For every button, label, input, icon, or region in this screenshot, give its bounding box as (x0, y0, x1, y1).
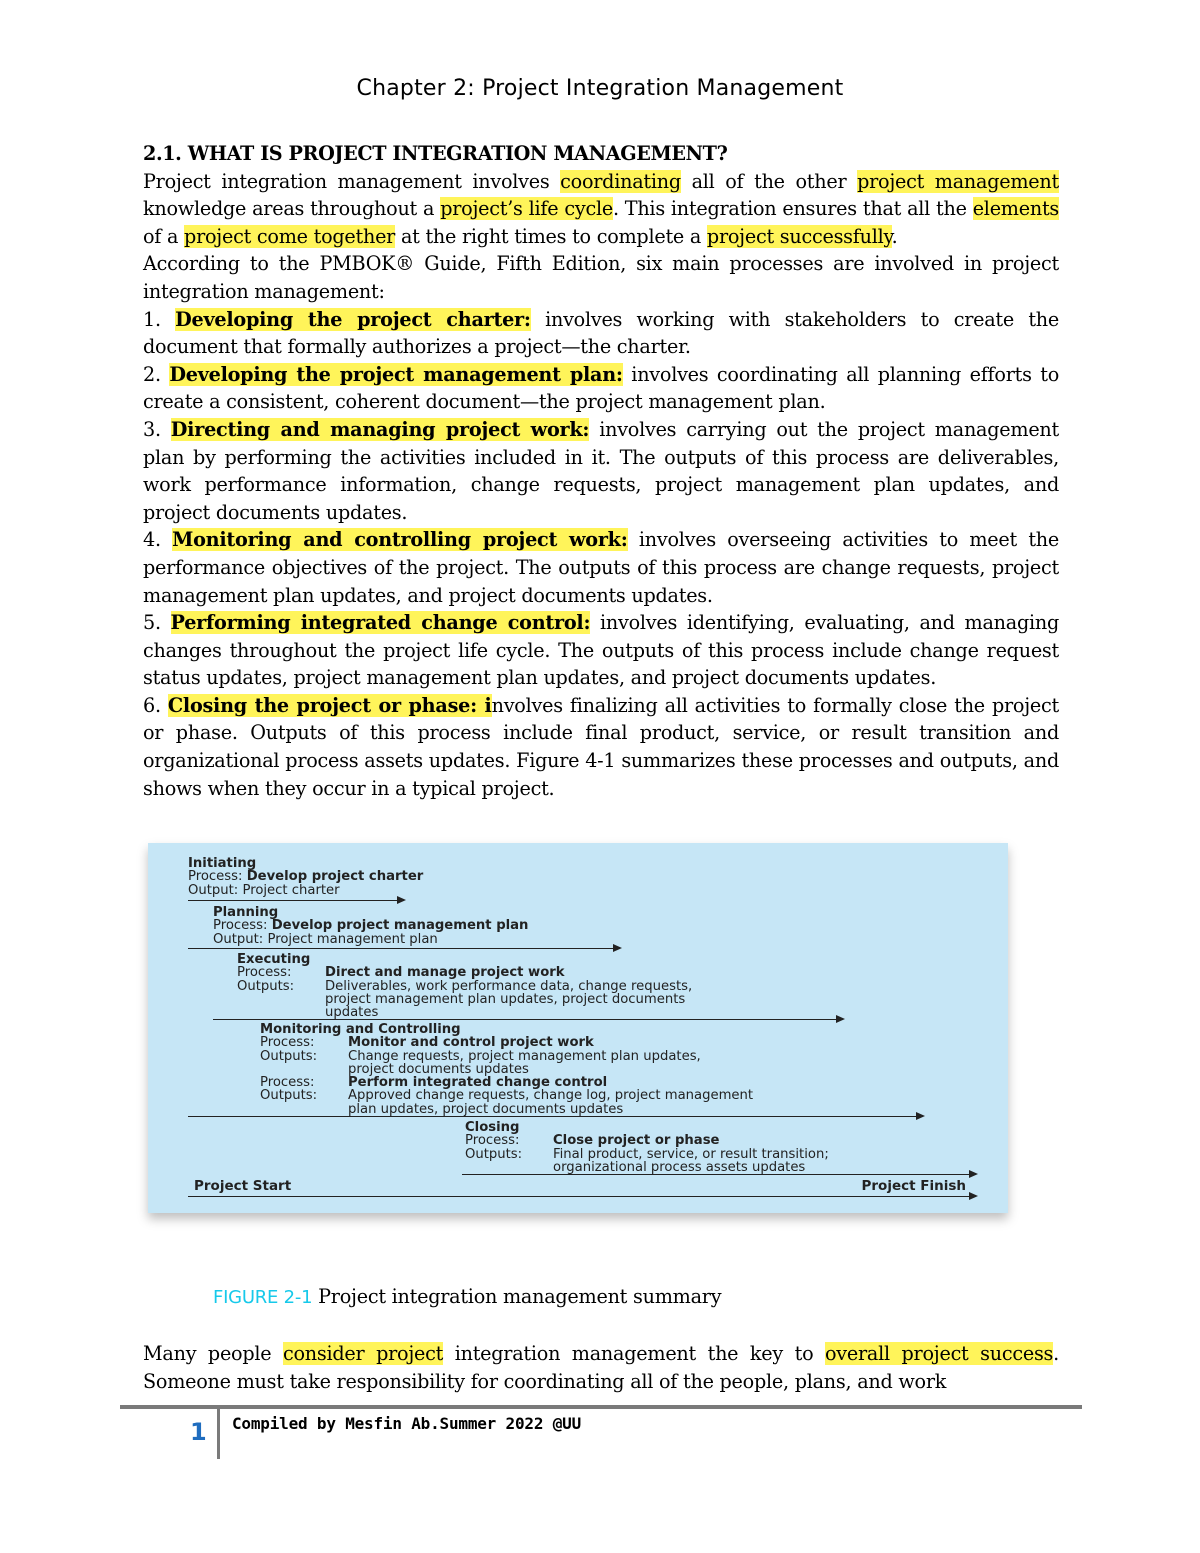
highlight: consider project (283, 1342, 444, 1365)
output-label: Output: (213, 931, 264, 947)
highlight: project management (857, 169, 1059, 193)
process-description: involves identifying, evaluating, and managing changes throughout the project life cycle. The outputs of this process include change request status updates, project management plan updates, and project documents updates. (143, 611, 1060, 690)
caption-number: FIGURE 2-1 (213, 1287, 313, 1308)
closing-outputs (465, 1148, 829, 1161)
process-name: Developing the project charter: (175, 307, 531, 331)
planning-title: Planning (213, 905, 279, 920)
closing-title: Closing (465, 1120, 520, 1135)
initiating-arrow (188, 900, 404, 901)
process-number: 3. (143, 417, 171, 441)
process-name: Developing the project management plan: (169, 362, 623, 386)
process-label: Process: (188, 869, 243, 885)
process-description: nvolves finalizing all activities to formally close the project or phase. Outputs of this process include final product, service, or result transition and organizational process assets updates. Figure 4-1 summarizes these processes and outputs, and shows when they occur in a typical project. (143, 693, 1059, 800)
process-value: Develop project management plan (271, 918, 529, 934)
monitoring-block (260, 1023, 753, 1116)
process-name: Performing integrated change control: (170, 611, 591, 635)
process-name: Directing and managing project work: (170, 417, 590, 441)
closing-arrow (462, 1174, 976, 1175)
highlight: elements (972, 197, 1060, 221)
text-run: Project integration management involves (143, 169, 561, 193)
process-value: Close project or phase (553, 1133, 720, 1149)
process-label: Process: (260, 1035, 315, 1051)
main-body (143, 140, 1059, 802)
process-description: involves carrying out the project management plan by performing the activities included in it. The outputs of this process are deliverables, work performance information, change requests, project management plan updates, and project documents updates. (143, 417, 1059, 524)
page-title: Chapter 2: Project Integration Management (356, 76, 844, 101)
process-item (143, 526, 1059, 609)
planning-process (213, 919, 528, 932)
process-number: 5. (143, 611, 171, 635)
process-summary-figure (148, 843, 1008, 1213)
closing-paragraph (143, 1340, 1059, 1396)
text-run: integration management the key to (443, 1342, 825, 1365)
outputs-value: Change requests, project management plan updates, (348, 1048, 701, 1064)
initiating-title: Initiating (188, 856, 257, 871)
outputs-value: Deliverables, work performance data, change requests, (325, 978, 693, 994)
outputs-value: plan updates, project documents updates (348, 1101, 624, 1117)
output-value: Project charter (242, 882, 340, 898)
closing-process (465, 1134, 829, 1147)
process-item (143, 361, 1059, 416)
project-finish-label: Project Finish (861, 1178, 966, 1194)
highlight: project successfully (706, 224, 892, 248)
text-run: all of the other (680, 169, 858, 193)
highlight: overall project success (825, 1342, 1054, 1365)
change-control-outputs (260, 1089, 753, 1102)
timeline-arrow (188, 1196, 976, 1197)
outputs-value: Final product, service, or result transition; (553, 1146, 829, 1162)
text-run: of a (143, 224, 185, 248)
planning-block (213, 906, 528, 946)
process-description: involves working with stakeholders to create the document that formally authorizes a project—the charter. (143, 307, 1059, 359)
footer-vertical-divider (217, 1409, 220, 1459)
process-label: Process: (260, 1075, 315, 1091)
initiating-process (188, 870, 423, 883)
pmbok-paragraph: According to the PMBOK® Guide, Fifth Edition, six main processes are involved in project integration management: (143, 252, 1059, 303)
page-number: 1 (190, 1418, 207, 1446)
executing-arrow (213, 1019, 843, 1020)
monitoring-process (260, 1036, 753, 1049)
process-value: Perform integrated change control (348, 1075, 608, 1091)
process-label: Process: (237, 965, 292, 981)
outputs-value: organizational process assets updates (553, 1159, 806, 1175)
monitoring-arrow (188, 1116, 923, 1117)
process-name: Monitoring and controlling project work: (172, 528, 628, 552)
process-number: 2. (143, 362, 170, 386)
outputs-value: project documents updates (348, 1061, 529, 1077)
text-run: . Someone must take responsibility for coordinating all of the people, plans, and work (143, 1342, 1060, 1393)
outputs-value: updates (325, 1005, 379, 1021)
footer-divider (120, 1405, 1082, 1409)
outputs-label: Outputs: (260, 1048, 318, 1064)
outputs-label: Outputs: (237, 978, 295, 994)
intro-paragraph (143, 168, 1059, 251)
monitoring-outputs (260, 1050, 753, 1063)
process-value: Monitor and control project work (348, 1035, 594, 1051)
initiating-block (188, 857, 423, 897)
text-run: at the right times to complete a (395, 224, 707, 248)
process-description: involves overseeing activities to meet the performance objectives of the project. The outputs of this process are change requests, project management plan updates, and project documents updates. (143, 528, 1059, 607)
monitoring-title: Monitoring and Controlling (260, 1022, 461, 1037)
text-run: . This integration ensures that all the (612, 197, 973, 221)
highlight: coordinating (560, 169, 681, 193)
footer-text: Compiled by Mesfin Ab.Summer 2022 @UU (232, 1414, 582, 1433)
process-item (143, 306, 1059, 361)
text-run: knowledge areas throughout a (143, 197, 441, 221)
process-item (143, 692, 1059, 802)
paragraph (143, 1340, 1059, 1396)
process-label: Process: (465, 1133, 520, 1149)
closing-block (465, 1121, 829, 1174)
planning-arrow (188, 948, 620, 949)
process-number: 1. (143, 307, 176, 331)
outputs-label: Outputs: (260, 1088, 318, 1104)
process-value: Develop project charter (246, 869, 424, 885)
caption-text: Project integration management summary (312, 1285, 722, 1308)
project-start-label: Project Start (194, 1178, 292, 1194)
outputs-value: Approved change requests, change log, project management (348, 1088, 754, 1104)
figure-caption (213, 1285, 721, 1308)
executing-outputs (237, 980, 692, 993)
process-item (143, 609, 1059, 692)
initiating-output (188, 884, 423, 897)
text-run: Many people (143, 1342, 283, 1365)
process-number: 6. (143, 693, 168, 717)
highlight: project’s life cycle (440, 197, 613, 221)
process-label: Process: (213, 918, 268, 934)
process-number: 4. (143, 528, 173, 552)
process-name: Closing the project or phase: i (167, 693, 492, 717)
output-value: Project management plan (267, 931, 438, 947)
planning-output (213, 933, 528, 946)
process-value: Direct and manage project work (325, 965, 565, 981)
outputs-label: Outputs: (465, 1146, 523, 1162)
process-description: involves coordinating all planning efforts to create a consistent, coherent document—the project management plan. (143, 362, 1060, 414)
highlight: project come together (184, 224, 396, 248)
outputs-value: project management plan updates, project documents (325, 991, 686, 1007)
output-label: Output: (188, 882, 239, 898)
executing-process (237, 966, 692, 979)
process-item (143, 416, 1059, 526)
change-control-process (260, 1076, 753, 1089)
section-heading: 2.1. WHAT IS PROJECT INTEGRATION MANAGEMENT? (143, 142, 728, 165)
executing-title: Executing (237, 952, 311, 967)
executing-block (237, 953, 692, 1019)
text-run: . (891, 224, 898, 248)
